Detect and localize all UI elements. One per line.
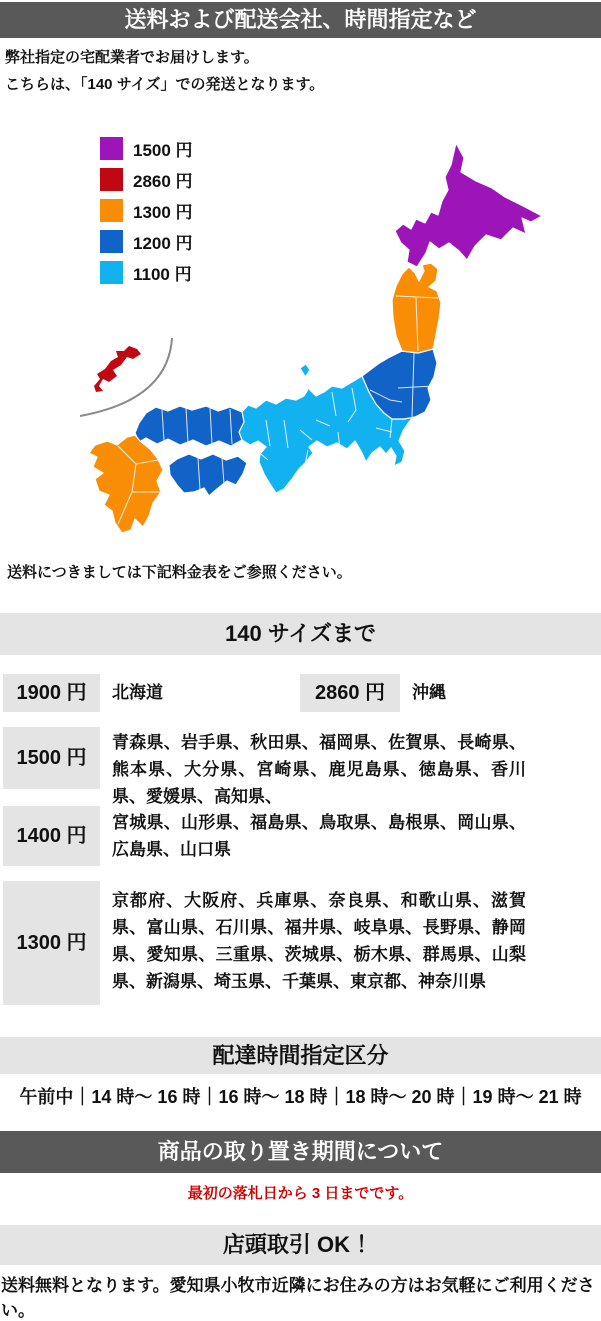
delivery-time-header-bar [0,1037,601,1074]
area-list-1400: 宮城県、山形県、福島県、鳥取県、島根県、岡山県、広島県、山口県 [112,813,526,859]
fee-row-hokkaido-okinawa [0,672,601,716]
area-label-okinawa: 沖縄 [412,683,446,702]
area-list-1500: 青森県、岩手県、秋田県、福岡県、佐賀県、長崎県、熊本県、大分県、宮崎県、鹿児島県、徳島県、香川県、愛媛県、高知県、 [112,733,526,806]
area-list-1300: 京都府、大阪府、兵庫県、奈良県、和歌山県、滋賀県、富山県、石川県、福井県、岐阜県、長野県、静岡県、愛知県、三重県、茨城県、栃木県、群馬県、山梨県、新潟県、埼玉県、千葉県、東京都、神奈川県 [112,891,526,991]
fee-reference-note: 送料につきましては下記料金表をご参照ください。 [7,564,352,581]
price-badge-1400: 1400 円 [3,806,100,866]
price-badge-1300: 1300 円 [3,881,100,1005]
price-badge-1500: 1500 円 [3,727,100,789]
store-pickup-note: 送料無料となります。愛知県小牧市近隣にお住みの方はお気軽にご利用ください。 [1,1276,595,1320]
intro-line-1: 弊社指定の宅配業者でお届けします。 [5,49,259,66]
hold-period-title: 商品の取り置き期間について [157,1139,444,1164]
intro-line-2: こちらは、「140 サイズ」での発送となります。 [5,76,325,93]
fee-row-1500 [0,727,601,806]
shipping-fee-map [0,120,601,560]
fee-row-1300 [0,881,601,1005]
region-okinawa [94,346,141,392]
legend-swatch-2860 [100,168,123,191]
area-label-hokkaido: 北海道 [112,683,163,702]
legend-label-2860: 2860 円 [133,172,193,191]
legend-label-1200: 1200 円 [133,234,193,253]
legend-item-1500 [100,137,193,160]
region-hokkaido [395,143,542,267]
hold-period-note: 最初の落札日から 3 日までです。 [187,1185,414,1202]
legend-item-1300 [100,199,193,222]
legend-swatch-1100 [100,261,123,284]
shipping-header-bar [0,2,601,38]
region-chugoku [135,406,244,446]
legend-swatch-1500 [100,137,123,160]
legend-swatch-1300 [100,199,123,222]
fee-row-1400 [0,806,601,866]
region-shikoku [169,454,247,496]
region-kyushu [89,435,163,533]
size-header-bar [0,613,601,655]
japan-map-svg [0,120,601,560]
shipping-header-title: 送料および配送会社、時間指定など [124,7,477,32]
delivery-time-slots: 午前中｜14 時～ 16 時｜16 時～ 18 時｜18 時～ 20 時｜19 時～ 21 時 [19,1087,582,1107]
legend-label-1100: 1100 円 [133,265,192,284]
price-badge-okinawa: 2860 円 [300,674,400,712]
intro-text [5,44,324,98]
delivery-time-title: 配達時間指定区分 [212,1043,389,1068]
store-pickup-header-bar [0,1225,601,1265]
legend-item-1100 [100,261,192,284]
hold-period-header-bar [0,1131,601,1173]
legend-swatch-1200 [100,230,123,253]
size-header-title: 140 サイズまで [224,621,377,646]
price-badge-hokkaido: 1900 円 [3,674,100,712]
legend-label-1300: 1300 円 [133,203,193,222]
legend-item-2860 [100,168,193,191]
legend-label-1500: 1500 円 [133,141,193,160]
legend-item-1200 [100,230,193,253]
store-pickup-title: 店頭取引 OK ！ [222,1232,379,1257]
